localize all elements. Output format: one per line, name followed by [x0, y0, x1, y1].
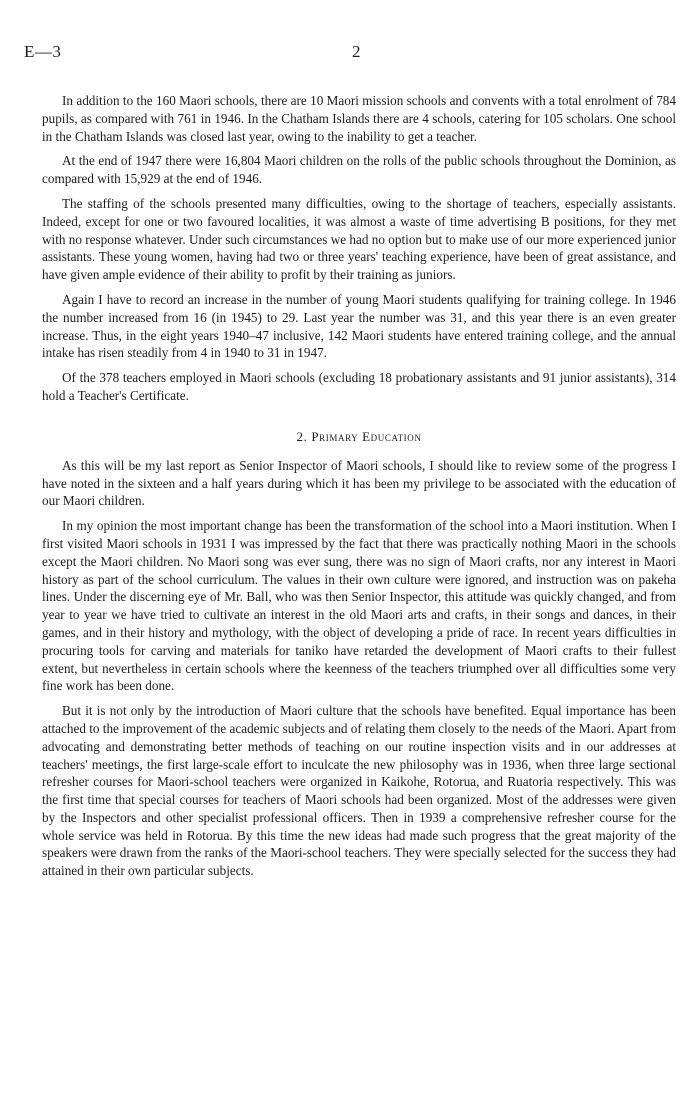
paragraph: Of the 378 teachers employed in Maori schools (excluding 18 probationary assistants and 91 junior assistants), 314 hold a Teacher's Certificate.	[42, 370, 676, 403]
paragraph: Again I have to record an increase in the number of young Maori students qualifying for training college. In 1946 the number increased from 16 (in 1945) to 29. Last year the number was 31, and this year there is an even greater increase. Thus, in the eight years 1940–47 inclusive, 142 Maori students have entered training college, and the annual intake has risen steadily from 4 in 1940 to 31 in 1947.	[42, 291, 676, 361]
paragraph: The staffing of the schools presented many difficulties, owing to the shortage of teachers, especially assistants. Indeed, except for one or two favoured localities, it was almost a waste of time advertising B positions, for they met with no response whatever. Under such circumstances we had no option but to make use of our more experienced junior assistants. These young women, having had two or three years' teaching experience, have been of great assistance, and have given ample evidence of their ability to profit by their training as juniors.	[42, 195, 676, 283]
page-header	[24, 42, 676, 66]
page-number: 2	[352, 42, 361, 61]
paragraph: In my opinion the most important change has been the transformation of the school into a Maori institution. When I first visited Maori schools in 1931 I was impressed by the fact that there was practically nothing Maori in the schools except the Maori children. No Maori song was ever sung, there was no sign of Maori crafts, nor any interest in Maori history as part of the school curriculum. The values in their own culture were ignored, and instruction was on pakeha lines. Under the discerning eye of Mr. Ball, who was then Senior Inspector, this attitude was quickly changed, and from year to year we have tried to cultivate an interest in the old Maori arts and crafts, in their songs and dances, in their games, and in their history and mythology, with the object of developing a pride of race. In recent years difficulties in procuring tools for carving and materials for taniko have retarded the development of Maori crafts to their fullest extent, but nevertheless in certain schools where the keenness of the teachers triumphed over all difficulties some very fine work has been done.	[42, 518, 676, 694]
paragraph: But it is not only by the introduction of Maori culture that the schools have benefited. Equal importance has been attached to the improvement of the academic subjects and of relating them closely to the needs of the Maori. Apart from advocating and demonstrating better methods of teaching on our routine inspection visits and in our addresses at teachers' meetings, the first large-scale effort to inculcate the new philosophy was in 1936, when three large sectional refresher courses for Maori-school teachers were organized in Kaikohe, Rotorua, and Ruatoria respectively. This was the first time that special courses for teachers of Maori schools had been organized. Most of the addresses were given by the Inspectors and other specialist professional officers. Then in 1939 a comprehensive refresher course for the whole service was held in Rotorua. By this time the new ideas had made such progress that the great majority of the speakers were drawn from the ranks of the Maori-school teachers. They were specially selected for the success they had attained in their own particular subjects.	[42, 703, 676, 879]
paragraph: At the end of 1947 there were 16,804 Maori children on the rolls of the public schools throughout the Dominion, as compared with 15,929 at the end of 1946.	[42, 153, 676, 187]
section-heading: 2. Primary Education	[296, 428, 422, 444]
document-reference: E—3	[24, 42, 62, 61]
document-body	[42, 92, 676, 887]
paragraph: As this will be my last report as Senior Inspector of Maori schools, I should like to review some of the progress I have noted in the sixteen and a half years during which it has been my privilege to be associated with the education of our Maori children.	[42, 457, 676, 509]
paragraph: In addition to the 160 Maori schools, there are 10 Maori mission schools and convents with a total enrolment of 784 pupils, as compared with 761 in 1946. In the Chatham Islands there are 4 schools, catering for 105 scholars. One school in the Chatham Islands was closed last year, owing to the inability to get a teacher.	[42, 93, 676, 144]
